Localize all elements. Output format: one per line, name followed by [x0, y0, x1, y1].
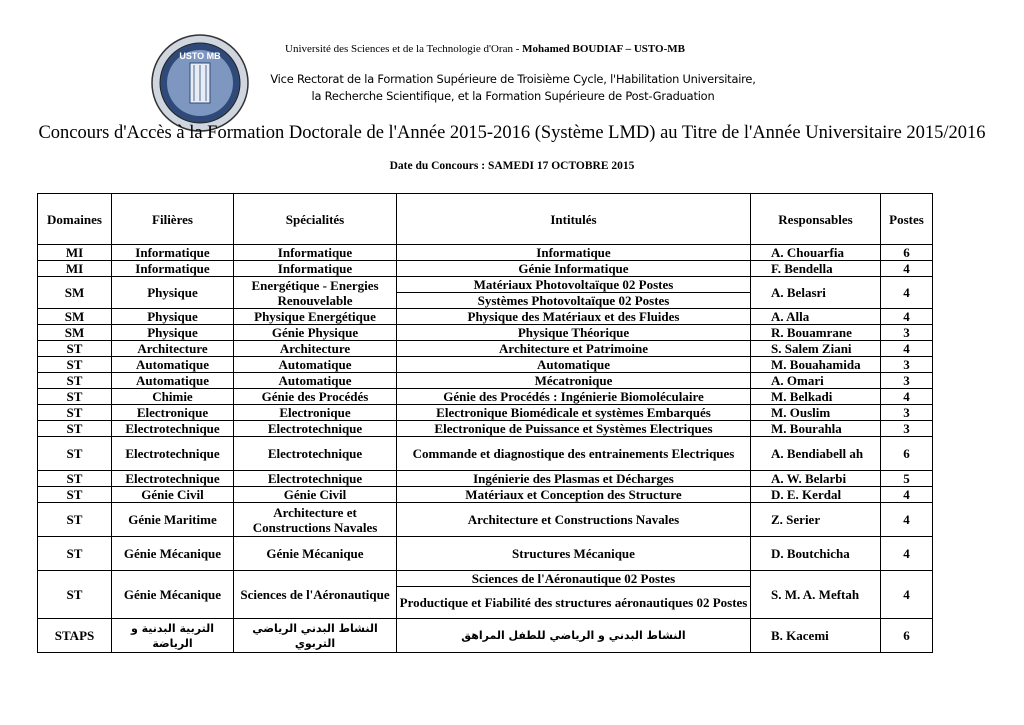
table-row — [38, 373, 933, 389]
table-row — [38, 437, 933, 471]
table-row — [38, 341, 933, 357]
cell-postes: 4 — [881, 261, 933, 277]
cell-filiere: Génie Mécanique — [112, 537, 234, 571]
cell-filiere: Electrotechnique — [112, 437, 234, 471]
cell-responsable: R. Bouamrane — [751, 325, 881, 341]
cell-responsable: M. Belkadi — [751, 389, 881, 405]
cell-intitule: Productique et Fiabilité des structures aéronautiques 02 Postes — [397, 587, 751, 619]
cell-intitule: Physique Théorique — [397, 325, 751, 341]
university-logo — [150, 33, 250, 133]
cell-postes: 4 — [881, 341, 933, 357]
vice-rectorat — [258, 71, 768, 105]
cell-filiere: Electrotechnique — [112, 471, 234, 487]
programs-table — [37, 193, 933, 653]
cell-specialite: Informatique — [234, 261, 397, 277]
cell-filiere: Informatique — [112, 245, 234, 261]
cell-responsable: A. Omari — [751, 373, 881, 389]
university-name — [285, 43, 685, 55]
cell-responsable: B. Kacemi — [751, 619, 881, 653]
cell-responsable: Z. Serier — [751, 503, 881, 537]
table-row — [38, 277, 933, 293]
cell-specialite: Génie Civil — [234, 487, 397, 503]
table-row — [38, 487, 933, 503]
cell-postes: 4 — [881, 571, 933, 619]
cell-intitule: Mécatronique — [397, 373, 751, 389]
cell-specialite: Physique Energétique — [234, 309, 397, 325]
cell-specialite: Architecture — [234, 341, 397, 357]
cell-filiere: Electrotechnique — [112, 421, 234, 437]
cell-responsable: M. Bouahamida — [751, 357, 881, 373]
cell-postes: 3 — [881, 421, 933, 437]
university-name-text: Université des Sciences et de la Technologie d'Oran - — [285, 43, 523, 55]
cell-specialite: Génie Physique — [234, 325, 397, 341]
cell-domaine: ST — [38, 571, 112, 619]
cell-intitule: Systèmes Photovoltaïque 02 Postes — [397, 293, 751, 309]
cell-specialite: Architecture et Constructions Navales — [234, 503, 397, 537]
col-header: Domaines — [38, 194, 112, 245]
exam-date: Date du Concours : SAMEDI 17 OCTOBRE 2015 — [389, 160, 635, 172]
cell-responsable: A. Belasri — [751, 277, 881, 309]
cell-intitule: Matériaux Photovoltaïque 02 Postes — [397, 277, 751, 293]
cell-responsable: D. Boutchicha — [751, 537, 881, 571]
cell-specialite: Automatique — [234, 357, 397, 373]
cell-domaine: ST — [38, 537, 112, 571]
table-row — [38, 537, 933, 571]
cell-postes: 4 — [881, 389, 933, 405]
cell-domaine: ST — [38, 421, 112, 437]
cell-domaine: SM — [38, 309, 112, 325]
table-row — [38, 245, 933, 261]
table-row — [38, 471, 933, 487]
cell-filiere: Physique — [112, 277, 234, 309]
cell-specialite: Informatique — [234, 245, 397, 261]
cell-domaine: ST — [38, 357, 112, 373]
cell-postes: 4 — [881, 503, 933, 537]
cell-intitule: Ingénierie des Plasmas et Décharges — [397, 471, 751, 487]
cell-intitule: Electronique de Puissance et Systèmes Electriques — [397, 421, 751, 437]
cell-intitule: Génie Informatique — [397, 261, 751, 277]
cell-specialite: Génie Mécanique — [234, 537, 397, 571]
cell-filiere: Automatique — [112, 357, 234, 373]
table-row — [38, 421, 933, 437]
cell-postes: 4 — [881, 537, 933, 571]
cell-responsable: M. Bourahla — [751, 421, 881, 437]
cell-responsable: A. Alla — [751, 309, 881, 325]
cell-postes: 3 — [881, 373, 933, 389]
cell-specialite: Energétique - Energies Renouvelable — [234, 277, 397, 309]
table-row — [38, 325, 933, 341]
col-header: Filières — [112, 194, 234, 245]
cell-intitule: Commande et diagnostique des entrainements Electriques — [397, 437, 751, 471]
col-header: Postes — [881, 194, 933, 245]
table-row — [38, 309, 933, 325]
cell-responsable: A. Bendiabell ah — [751, 437, 881, 471]
logo-text: USTO MB — [179, 51, 221, 61]
cell-responsable: F. Bendella — [751, 261, 881, 277]
cell-postes: 4 — [881, 277, 933, 309]
cell-domaine: ST — [38, 341, 112, 357]
table-row — [38, 389, 933, 405]
table-row — [38, 619, 933, 653]
cell-responsable: S. M. A. Meftah — [751, 571, 881, 619]
col-header: Responsables — [751, 194, 881, 245]
cell-filiere: Physique — [112, 325, 234, 341]
cell-filiere: Architecture — [112, 341, 234, 357]
page-title: Concours d'Accès à la Formation Doctorale de l'Année 2015-2016 (Système LMD) au Titre de l'Année Universitaire 2015/2016 — [38, 123, 986, 143]
cell-intitule: Automatique — [397, 357, 751, 373]
cell-domaine: ST — [38, 471, 112, 487]
cell-postes: 5 — [881, 471, 933, 487]
cell-domaine: ST — [38, 405, 112, 421]
cell-intitule: Electronique Biomédicale et systèmes Embarqués — [397, 405, 751, 421]
cell-postes: 4 — [881, 309, 933, 325]
col-header: Intitulés — [397, 194, 751, 245]
cell-postes: 6 — [881, 245, 933, 261]
cell-filiere: Génie Mécanique — [112, 571, 234, 619]
cell-intitule: Architecture et Patrimoine — [397, 341, 751, 357]
cell-filiere: Informatique — [112, 261, 234, 277]
cell-intitule: Matériaux et Conception des Structure — [397, 487, 751, 503]
cell-domaine: ST — [38, 503, 112, 537]
cell-responsable: D. E. Kerdal — [751, 487, 881, 503]
cell-postes: 3 — [881, 357, 933, 373]
cell-postes: 6 — [881, 437, 933, 471]
cell-intitule: Architecture et Constructions Navales — [397, 503, 751, 537]
cell-filiere: Génie Civil — [112, 487, 234, 503]
cell-specialite: Electrotechnique — [234, 471, 397, 487]
table-row — [38, 357, 933, 373]
cell-responsable: A. W. Belarbi — [751, 471, 881, 487]
cell-postes: 6 — [881, 619, 933, 653]
cell-specialite: النشاط البدني الرياضي التربوي — [234, 619, 397, 653]
cell-intitule: Informatique — [397, 245, 751, 261]
cell-filiere: Physique — [112, 309, 234, 325]
cell-domaine: MI — [38, 261, 112, 277]
cell-postes: 4 — [881, 487, 933, 503]
cell-filiere: Génie Maritime — [112, 503, 234, 537]
cell-domaine: SM — [38, 277, 112, 309]
cell-intitule: النشاط البدني و الرياضي للطفل المراهق — [397, 619, 751, 653]
cell-intitule: Structures Mécanique — [397, 537, 751, 571]
cell-filiere: Electronique — [112, 405, 234, 421]
cell-filiere: Automatique — [112, 373, 234, 389]
cell-intitule: Génie des Procédés : Ingénierie Biomoléculaire — [397, 389, 751, 405]
vice-rectorat-line2: la Recherche Scientifique, et la Formation Supérieure de Post-Graduation — [311, 89, 715, 103]
cell-specialite: Génie des Procédés — [234, 389, 397, 405]
cell-postes: 3 — [881, 405, 933, 421]
vice-rectorat-line1: Vice Rectorat de la Formation Supérieure de Troisième Cycle, l'Habilitation Universitaire, — [270, 72, 756, 86]
cell-intitule: Sciences de l'Aéronautique 02 Postes — [397, 571, 751, 587]
cell-specialite: Sciences de l'Aéronautique — [234, 571, 397, 619]
cell-intitule: Physique des Matériaux et des Fluides — [397, 309, 751, 325]
table-header-row — [38, 194, 933, 245]
university-name-bold: Mohamed BOUDIAF – USTO-MB — [522, 43, 685, 55]
cell-domaine: ST — [38, 487, 112, 503]
col-header: Spécialités — [234, 194, 397, 245]
cell-specialite: Electrotechnique — [234, 421, 397, 437]
cell-domaine: MI — [38, 245, 112, 261]
cell-domaine: ST — [38, 373, 112, 389]
cell-domaine: STAPS — [38, 619, 112, 653]
table-row — [38, 261, 933, 277]
cell-domaine: ST — [38, 437, 112, 471]
table-row — [38, 571, 933, 587]
cell-specialite: Electronique — [234, 405, 397, 421]
cell-specialite: Automatique — [234, 373, 397, 389]
cell-postes: 3 — [881, 325, 933, 341]
table-row — [38, 503, 933, 537]
cell-responsable: A. Chouarfia — [751, 245, 881, 261]
cell-responsable: M. Ouslim — [751, 405, 881, 421]
cell-domaine: SM — [38, 325, 112, 341]
cell-filiere: التربية البدنية و الرياضة — [112, 619, 234, 653]
cell-responsable: S. Salem Ziani — [751, 341, 881, 357]
cell-domaine: ST — [38, 389, 112, 405]
table-row — [38, 405, 933, 421]
cell-specialite: Electrotechnique — [234, 437, 397, 471]
cell-filiere: Chimie — [112, 389, 234, 405]
